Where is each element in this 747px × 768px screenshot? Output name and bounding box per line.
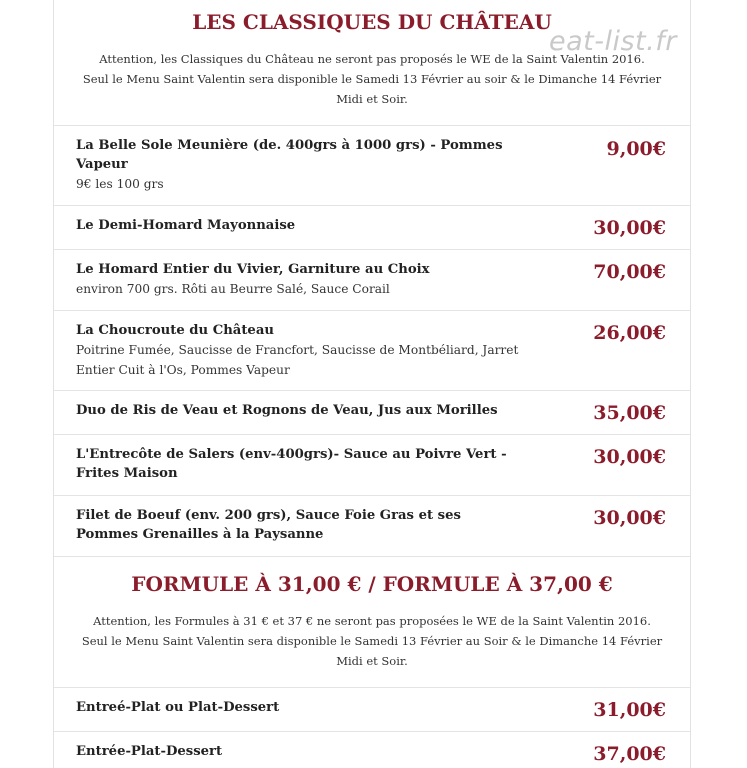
item-description: environ 700 grs. Rôti au Beurre Salé, Sauce Corail	[76, 282, 390, 296]
notice-line: Midi et Soir.	[336, 654, 408, 668]
menu-item	[76, 401, 666, 424]
divider	[54, 495, 690, 496]
item-name: La Choucroute du Château	[76, 323, 274, 338]
menu-item	[76, 136, 666, 194]
item-name: Duo de Ris de Veau et Rognons de Veau, Jus aux Morilles	[76, 403, 498, 418]
divider	[54, 125, 690, 126]
item-name: L'Entrecôte de Salers (env-400grs)- Sauce au Poivre Vert - Frites Maison	[76, 447, 507, 481]
item-price: 26,00€	[593, 322, 666, 344]
section-title: LES CLASSIQUES DU CHÂTEAU	[192, 10, 552, 34]
item-description: Poitrine Fumée, Saucisse de Francfort, Saucisse de Montbéliard, Jarret Entier Cuit à l'Os, Pommes Vapeur	[76, 343, 519, 377]
item-price: 37,00€	[593, 743, 666, 765]
menu-item	[76, 216, 666, 239]
divider	[54, 390, 690, 391]
divider	[54, 205, 690, 206]
section-notice	[74, 611, 670, 671]
item-price: 30,00€	[593, 507, 666, 529]
menu-item	[76, 260, 666, 299]
menu-item	[76, 506, 666, 544]
notice-line: Seul le Menu Saint Valentin sera disponible le Samedi 13 Février au soir & le Dimanche 14 Février	[82, 72, 662, 86]
notice-line: Attention, les Classiques du Château ne seront pas proposés le WE de la Saint Valentin 2016.	[99, 52, 645, 66]
item-price: 30,00€	[593, 446, 666, 468]
item-name: Le Homard Entier du Vivier, Garniture au Choix	[76, 262, 430, 277]
menu-item	[76, 742, 666, 765]
item-price: 35,00€	[593, 402, 666, 424]
notice-line: Attention, les Formules à 31 € et 37 € ne seront pas proposées le WE de la Saint Valentin 2016.	[93, 614, 651, 628]
section-notice	[74, 49, 670, 109]
item-name: La Belle Sole Meunière (de. 400grs à 1000 grs) - Pommes Vapeur	[76, 138, 503, 172]
item-price: 70,00€	[593, 261, 666, 283]
divider	[54, 731, 690, 732]
notice-line: Seul le Menu Saint Valentin sera disponible le Samedi 13 Février au Soir & le Dimanche 14 Février	[81, 634, 663, 648]
item-price: 31,00€	[593, 699, 666, 721]
notice-line: Midi et Soir.	[336, 92, 408, 106]
section-title: FORMULE À 31,00 € / FORMULE À 37,00 €	[131, 572, 613, 596]
divider	[54, 556, 690, 557]
divider	[54, 687, 690, 688]
divider	[54, 434, 690, 435]
item-name: Entreé-Plat ou Plat-Dessert	[76, 700, 280, 715]
item-name: Le Demi-Homard Mayonnaise	[76, 218, 296, 233]
menu-item	[76, 445, 666, 483]
menu-card	[53, 0, 691, 768]
item-name: Entrée-Plat-Dessert	[76, 744, 223, 759]
item-price: 9,00€	[606, 138, 666, 160]
item-name: Filet de Boeuf (env. 200 grs), Sauce Foie Gras et ses Pommes Grenailles à la Paysanne	[76, 508, 461, 542]
watermark-logo: eat-list.fr	[549, 26, 677, 57]
divider	[54, 310, 690, 311]
menu-item	[76, 698, 666, 721]
menu-item	[76, 321, 666, 380]
item-price: 30,00€	[593, 217, 666, 239]
item-description: 9€ les 100 grs	[76, 177, 164, 191]
divider	[54, 249, 690, 250]
